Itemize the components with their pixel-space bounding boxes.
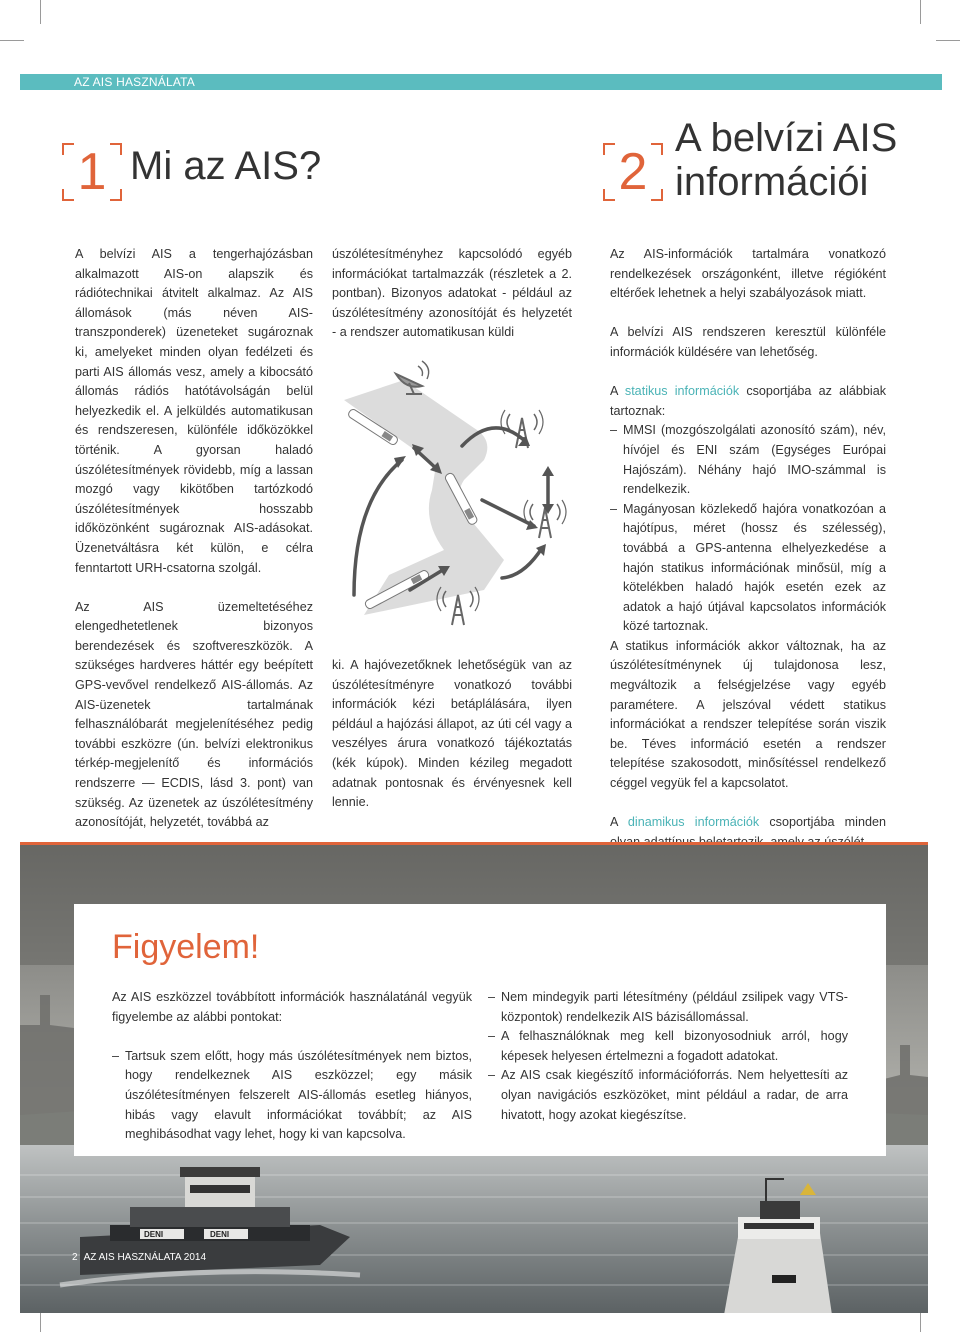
crop-mark: [40, 1312, 41, 1332]
ais-diagram: [334, 350, 584, 650]
paragraph: [610, 382, 886, 421]
crop-mark: [936, 40, 960, 41]
section-header-bar: [20, 74, 942, 90]
text-run: A: [610, 815, 628, 830]
paragraph: A belvízi AIS rendszeren keresztül különféle információk küldésére van lehetőség.: [610, 325, 886, 359]
paragraph: A belvízi AIS a tengerhajózásban alkalmazott AIS-on alapszik és rádiótechnikai átvitelt alkalmaz. Az AIS állomások (más néven AIS-transzponderek) üzeneteket sugároznak ki, amelyeket minden olyan fedélzeti és parti AIS állomás vesz, amely a kibocsátó állomás rádiós hatótávolságán belül helyezkedik el. A jelküldés automatikusan és rendszeresen, különféle időközökkel történik. A gyorsan haladó úszólétesítmények rövidebb, míg a lassan mozgó vagy kikötőben tartózkodó úszólétesítmények hosszabb időközönként sugároznak AIS-adásokat. Üzenetváltásra két külön, e célra fenntartott URH-csatorna szolgál.: [75, 247, 313, 575]
crop-mark: [0, 40, 24, 41]
highlight-static-info: statikus információk: [624, 384, 740, 399]
paragraph: úszólétesítményhez kapcsolódó egyéb információkat tartalmazzák (részletek a 2. pontban). Bizonyos adatokat - például az úszólétesítmény azonosítóját és helyzetét - a rendszer automatikusan küldi: [332, 247, 572, 340]
list-item: – Magányosan közlekedő hajóra vonatkozóan a hajótípus, méret (hossz és szélesség), továbbá a GPS-antenna elhelyezkedése a hajón statikus információnak minősül, míg a kötelékben haladó hajók esetén ezek az adatok a hajó útjával kapcsolatos információk közé tartoznak.: [610, 500, 886, 637]
warning-intro: Az AIS eszközzel továbbított információk használatánál vegyük figyelembe az alábbi pontokat:: [112, 990, 472, 1024]
text-run: csoportjába az alábbiak tartoznak:: [610, 384, 886, 418]
warning-left-column: [112, 988, 472, 1145]
text-run: csoportjába minden: [769, 815, 886, 830]
section-title-2: [675, 116, 897, 204]
column-3: [610, 245, 886, 872]
section-title-line: információi: [675, 160, 869, 204]
boat-name-2: DENI: [210, 1230, 230, 1239]
section-number-text: 2: [618, 143, 648, 201]
section-title-1: Mi az AIS?: [130, 144, 322, 188]
highlight-dynamic-info: dinamikus információk: [627, 815, 760, 830]
text-run: A: [610, 384, 625, 399]
section-number-text: 1: [77, 143, 107, 201]
warning-left-list: [112, 1047, 472, 1145]
list-item: – Az AIS csak kiegészítő információforrás. Nem helyettesíti az olyan navigációs eszközöket, mint például a radar, de arra hivatott, hogy azokat kiegészítse.: [488, 1066, 848, 1125]
paragraph: Az AIS üzemeltetéséhez elengedhetetlenek bizonyos berendezések és szoftvereszközök. A szükséges hardveres háttér egy beépített GPS-vevővel rendelkező AIS-állomás. Az AIS-üzenetek tartalmának felhasználóbarát megjelenítéséhez pedig további eszközre (ún. belvízi elektronikus térkép-megjelenítő és információs rendszerre — ECDIS, lásd 3. pont) van szükség. Az üzenetek az úszólétesítmény azonosítóját, helyzetét, továbbá az: [75, 599, 313, 830]
warning-right-column: [488, 988, 848, 1125]
list-item: – Tartsuk szem előtt, hogy más úszólétesítmények nem biztos, hogy rendelkeznek AIS eszközzel; egy másik úszólétesítményen felszerelt AIS-állomás esetleg hiányos, hibás vagy elavult információkat továbbít; az AIS meghibásodhat vagy lehet, hogy ki van kapcsolva.: [112, 1047, 472, 1145]
column-2-bottom: [332, 656, 572, 832]
page-number: 2: [72, 1252, 78, 1263]
section-title-line: A belvízi AIS: [675, 116, 898, 160]
section-number-2: [603, 143, 663, 201]
boat-name-1: DENI: [144, 1230, 164, 1239]
column-2-top: [332, 245, 572, 363]
paragraph: Az AIS-információk tartalmára vonatkozó rendelkezések országonként, illetve régióként eltérőek lehetnek a helyi szabályozások miatt.: [610, 247, 886, 301]
header-label: AZ AIS HASZNÁLATA: [74, 75, 195, 89]
column-1: [75, 245, 313, 852]
list-item: – Nem mindegyik parti létesítmény (például zsilipek vagy VTS-központok) rendelkezik AIS bázisállomással.: [488, 988, 848, 1027]
warning-title: Figyelem!: [112, 928, 260, 966]
warning-box: [74, 904, 886, 1156]
footer-label: AZ AIS HASZNÁLATA 2014: [83, 1252, 207, 1263]
page-footer: [72, 1252, 206, 1263]
static-info-list: [610, 421, 886, 637]
paragraph: ki. A hajóvezetőknek lehetőségük van az úszólétesítményre vonatkozó további információk kézi betáplálására, ilyen például a hajózási állapot, az úti cél vagy a veszélyes árura vonatkozó tájékoztatás (kék kúpok). Minden kézileg megadott adatnak pontosnak és érvényesnek kell lennie.: [332, 658, 572, 810]
section-number-1: [62, 143, 122, 201]
list-item: – A felhasználóknak meg kell bizonyosodniuk arról, hogy képesek helyesen értelmezni a fogadott adatokat.: [488, 1027, 848, 1066]
paragraph: A statikus információk akkor változnak, ha az úszólétesítménynek új tulajdonosa lesz, megváltozik a felségjelzése vagy egyéb paramétere. A jelszóval védett statikus információkat a rendszer telepítése során viszik be. Téves információ esetén a rendszer telepítése szakosodott, minősítéssel rendelkező céggel vegyük fel a kapcsolatot.: [610, 638, 886, 791]
list-item: – MMSI (mozgószolgálati azonosító szám), név, hívójel és ENI szám (Egységes Európai Hajószám). Néhány hajó IMO-számmal is rendelkezik.: [610, 421, 886, 499]
crop-mark: [920, 0, 921, 24]
crop-mark: [40, 0, 41, 24]
warning-right-list: [488, 988, 848, 1125]
crop-mark: [920, 1312, 921, 1332]
